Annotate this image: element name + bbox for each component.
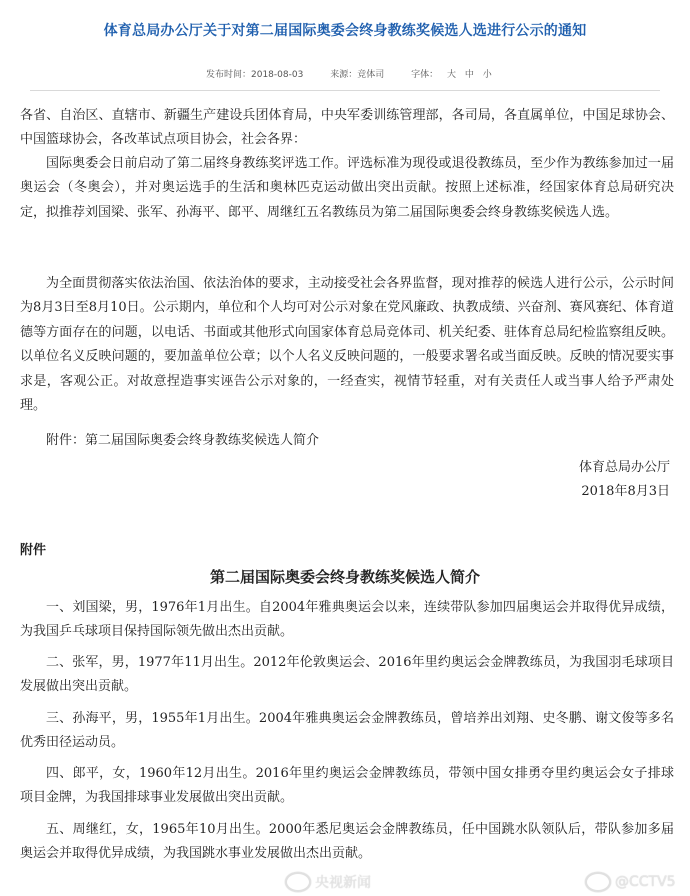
appendix-heading: 附件 xyxy=(20,543,47,558)
font-size-medium-link[interactable]: 中 xyxy=(464,70,474,80)
header-divider xyxy=(30,90,660,91)
font-size-small-link[interactable]: 小 xyxy=(482,70,492,80)
watermark-left-text: 央视新闻 xyxy=(315,875,371,891)
candidate-item: 三、孙海平，男，1955年1月出生。2004年雅典奥运会金牌教练员，曾培养出刘翔、史冬鹏、谢文俊等多名优秀田径运动员。 xyxy=(20,711,674,751)
appendix-title: 第二届国际奥委会终身教练奖候选人简介 xyxy=(209,568,480,586)
watermark-cctv5 xyxy=(585,872,676,892)
candidate-item: 四、郎平，女，1960年12月出生。2016年里约奥运会金牌教练员，带领中国女排勇夺里约奥运会女子排球项目金牌，为我国排球事业发展做出突出贡献。 xyxy=(20,766,674,806)
source: 来源：竞体司 xyxy=(330,70,385,80)
sign-date: 2018年8月3日 xyxy=(581,484,670,499)
page-title: 体育总局办公厅关于对第二届国际奥委会终身教练奖候选人选进行公示的通知 xyxy=(103,23,587,39)
font-size-label: 字体： xyxy=(411,70,439,80)
watermark-right-text: @CCTV5 xyxy=(615,874,676,890)
notice-paragraph-2: 为全面贯彻落实依法治国、依法治体的要求，主动接受社会各界监督，现对推荐的候选人进行公示，公示时间为8月3日至8月10日。公示期内，单位和个人均可对公示对象在党风廉政、执教成绩、兴奋剂、赛风赛纪、体育道德等方面存在的问题，以电话、书面或其他形式向国家体育总局竞体司、机关纪委、驻体育总局纪检监察组反映。以单位名义反映问题的，要加盖单位公章；以个人名义反映问题的，一般要求署名或当面反映。反映的情况要实事求是，客观公正。对故意捏造事实诬告公示对象的，一经查实，视情节轻重，对有关责任人或当事人给予严肃处理。 xyxy=(20,276,674,414)
candidate-item: 一、刘国梁，男，1976年1月出生。自2004年雅典奥运会以来，连续带队参加四届奥运会并取得优异成绩，为我国乒乓球项目保持国际领先做出杰出贡献。 xyxy=(20,600,674,640)
attachment-line: 附件：第二届国际奥委会终身教练奖候选人简介 xyxy=(46,433,320,448)
weibo-logo-icon xyxy=(585,872,611,892)
weibo-logo-icon xyxy=(285,872,311,892)
watermark-cctv-news xyxy=(285,872,371,892)
signer: 体育总局办公厅 xyxy=(578,460,670,475)
font-size-control xyxy=(411,70,498,80)
notice-paragraph-1: 国际奥委会日前启动了第二届终身教练奖评选工作。评选标准为现役或退役教练员，至少作为教练参加过一届奥运会（冬奥会），并对奥运选手的生活和奥林匹克运动做出突出贡献。按照上述标准，经国家体育总局研究决定，拟推荐刘国梁、张军、孙海平、郎平、周继红五名教练员为第二届国际奥委会终身教练奖候选人选。 xyxy=(20,156,674,220)
font-size-large-link[interactable]: 大 xyxy=(446,70,456,80)
signature-block xyxy=(579,456,670,504)
publish-time: 发布时间：2018-08-03 xyxy=(206,70,304,80)
candidate-item: 二、张军，男，1977年11月出生。2012年伦敦奥运会、2016年里约奥运会金牌教练员，为我国羽毛球项目发展做出突出贡献。 xyxy=(20,655,674,695)
article-meta xyxy=(206,67,522,80)
candidate-item: 五、周继红，女，1965年10月出生。2000年悉尼奥运会金牌教练员，任中国跳水队领队后，带队参加多届奥运会并取得优异成绩，为我国跳水事业发展做出杰出贡献。 xyxy=(20,822,674,862)
salutation: 各省、自治区、直辖市、新疆生产建设兵团体育局，中央军委训练管理部，各司局，各直属单位，中国足球协会、中国篮球协会，各改革试点项目协会，社会各界： xyxy=(20,108,674,148)
